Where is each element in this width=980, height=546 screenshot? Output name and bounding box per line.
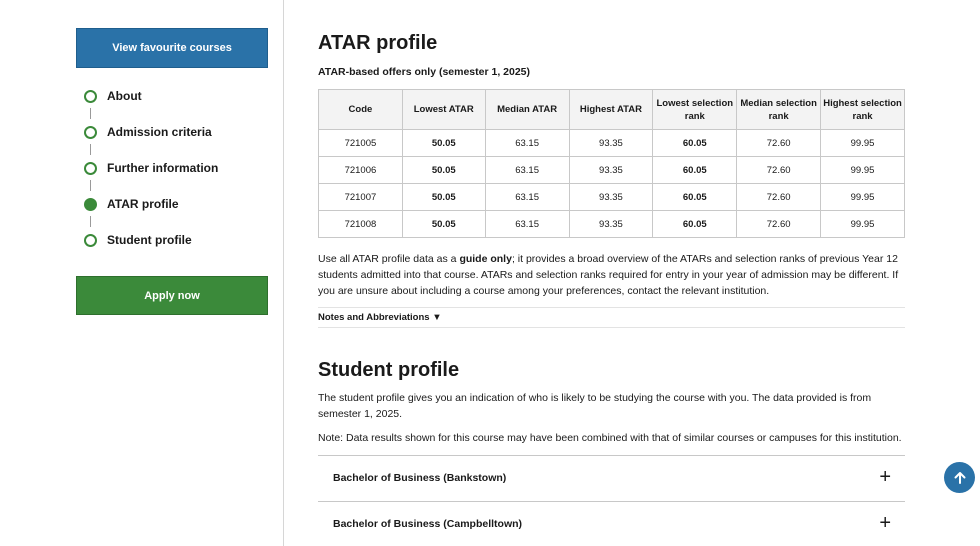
nav-dot-icon (84, 126, 97, 139)
table-cell: 93.35 (569, 130, 653, 157)
table-cell: 93.35 (569, 157, 653, 184)
sidebar (0, 0, 284, 546)
nav-dot-icon (84, 90, 97, 103)
table-cell: 50.05 (402, 184, 485, 211)
nav-item-further-information[interactable] (84, 160, 218, 196)
table-cell: 60.05 (653, 211, 737, 238)
arrow-up-icon (953, 471, 967, 485)
nav-item-student-profile[interactable] (84, 232, 218, 268)
table-header-row (319, 90, 905, 130)
table-row (319, 211, 905, 238)
table-cell: 99.95 (821, 211, 905, 238)
accordion-label: Bachelor of Business (Bankstown) (333, 472, 507, 484)
student-profile-intro: The student profile gives you an indication of who is likely to be studying the course with you. The data provided is from semester 1, 2025. (318, 392, 872, 420)
table-cell: 93.35 (569, 211, 653, 238)
nav-connector (90, 216, 91, 227)
column-header: Median ATAR (485, 90, 569, 130)
nav-item-about[interactable] (84, 88, 218, 124)
table-cell: 99.95 (821, 184, 905, 211)
student-profile-note: Note: Data results shown for this course may have been combined with that of similar courses or campuses for this institution. (318, 432, 902, 444)
table-cell: 72.60 (737, 184, 821, 211)
nav-connector (90, 180, 91, 191)
table-cell: 50.05 (402, 211, 485, 238)
nav-dot-active-icon (84, 198, 97, 211)
table-cell: 99.95 (821, 130, 905, 157)
atar-profile-heading: ATAR profile (318, 32, 438, 54)
column-header: Highest selection rank (821, 90, 905, 130)
table-cell: 99.95 (821, 157, 905, 184)
table-cell: 72.60 (737, 157, 821, 184)
guide-suffix: ; it provides a broad overview of the ATARs and selection ranks of previous Year 12 students admitted into that course. ATARs and selection ranks required for entry in your year of admission may be different. If you are unsure about including a course among your preferences, contact the relevant institution. (318, 253, 899, 297)
student-profile-heading: Student profile (318, 359, 460, 381)
plus-icon[interactable]: + (879, 466, 891, 488)
atar-subtitle: ATAR-based offers only (semester 1, 2025) (318, 66, 531, 78)
section-nav (84, 88, 218, 268)
nav-label: Admission criteria (107, 125, 212, 139)
table-cell: 60.05 (653, 184, 737, 211)
view-favourite-courses-button[interactable]: View favourite courses (76, 28, 268, 68)
column-header: Lowest selection rank (653, 90, 737, 130)
nav-dot-icon (84, 162, 97, 175)
table-cell: 60.05 (653, 157, 737, 184)
nav-dot-icon (84, 234, 97, 247)
table-row (319, 157, 905, 184)
table-cell: 72.60 (737, 211, 821, 238)
nav-connector (90, 108, 91, 119)
guide-prefix: Use all ATAR profile data as a (318, 253, 460, 265)
nav-item-atar-profile[interactable] (84, 196, 218, 232)
accordion-bankstown[interactable] (318, 455, 905, 501)
table-cell: 63.15 (485, 130, 569, 157)
table-cell: 63.15 (485, 184, 569, 211)
nav-item-admission-criteria[interactable] (84, 124, 218, 160)
table-cell: 721007 (319, 184, 403, 211)
notes-and-abbreviations-toggle[interactable]: Notes and Abbreviations ▼ (318, 307, 905, 328)
table-cell: 63.15 (485, 157, 569, 184)
plus-icon[interactable]: + (879, 512, 891, 534)
table-cell: 60.05 (653, 130, 737, 157)
atar-table (318, 89, 905, 238)
table-cell: 72.60 (737, 130, 821, 157)
apply-now-button[interactable]: Apply now (76, 276, 268, 315)
atar-guide-text (318, 251, 908, 299)
nav-label: Student profile (107, 233, 192, 247)
table-cell: 50.05 (402, 130, 485, 157)
table-cell: 93.35 (569, 184, 653, 211)
nav-label: About (107, 89, 142, 103)
table-cell: 721005 (319, 130, 403, 157)
table-cell: 50.05 (402, 157, 485, 184)
table-cell: 63.15 (485, 211, 569, 238)
table-row (319, 130, 905, 157)
nav-label: Further information (107, 161, 219, 175)
accordion-campbelltown[interactable] (318, 501, 905, 546)
column-header: Median selection rank (737, 90, 821, 130)
column-header: Lowest ATAR (402, 90, 485, 130)
column-header: Highest ATAR (569, 90, 653, 130)
nav-connector (90, 144, 91, 155)
table-cell: 721006 (319, 157, 403, 184)
table-row (319, 184, 905, 211)
accordion-label: Bachelor of Business (Campbelltown) (333, 518, 523, 530)
back-to-top-button[interactable] (944, 462, 975, 493)
column-header: Code (319, 90, 403, 130)
table-cell: 721008 (319, 211, 403, 238)
guide-bold: guide only (459, 253, 512, 265)
nav-label: ATAR profile (107, 197, 179, 211)
